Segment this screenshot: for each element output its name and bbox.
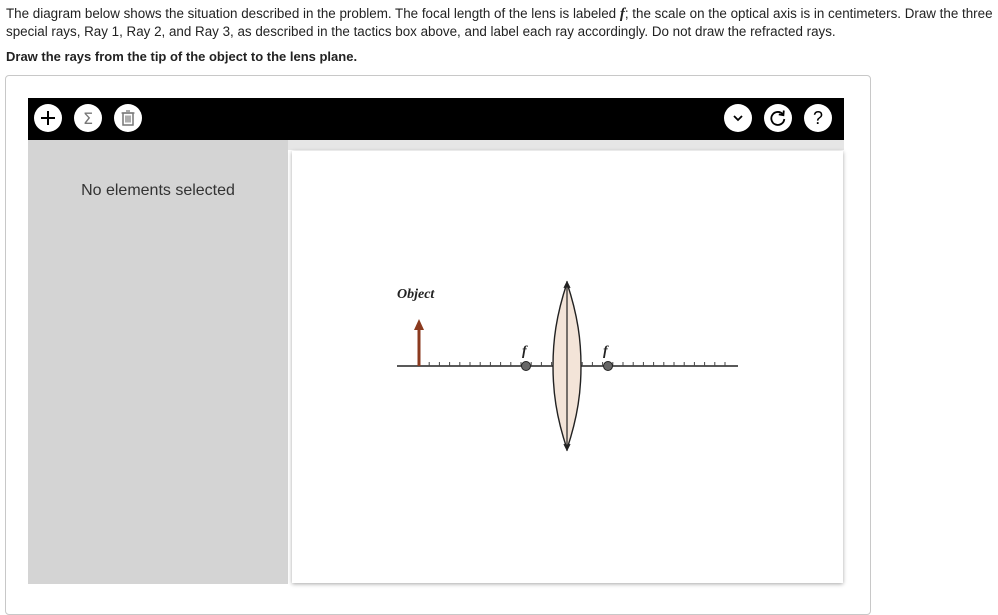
reset-icon (768, 108, 788, 128)
delete-button[interactable] (114, 104, 142, 132)
object-label: Object (397, 287, 435, 302)
help-icon: ? (812, 107, 823, 128)
focal-label-right: f (603, 344, 608, 359)
help-button[interactable] (804, 104, 832, 132)
chevron-down-icon (731, 111, 745, 125)
problem-instructions (6, 5, 998, 40)
subprompt: Draw the rays from the tip of the object to the lens plane. (6, 49, 358, 64)
reset-button[interactable] (764, 104, 792, 132)
canvas-backdrop (288, 140, 844, 150)
expand-menu-button[interactable] (724, 104, 752, 132)
instructions-text-2: ; the scale on the optical axis is in centimeters. Draw the three special rays, Ray 1, Ray 2, and Ray 3, as described in the tactics box above, and label each ray accordingly. Do not draw the refracted rays. (6, 6, 993, 39)
object-arrow-head[interactable] (414, 319, 424, 330)
instructions-text-1: The diagram below shows the situation described in the problem. The focal length of the lens is labeled (6, 6, 620, 21)
drawing-canvas[interactable] (292, 151, 843, 583)
sum-button[interactable] (74, 104, 102, 132)
focal-label-left: f (522, 344, 527, 359)
focal-point-left (522, 362, 531, 371)
plus-icon (39, 109, 57, 127)
sigma-icon: Σ (82, 108, 94, 128)
selection-status: No elements selected (81, 182, 235, 199)
toolbar (28, 98, 844, 140)
trash-icon (120, 109, 136, 127)
focal-point-right (604, 362, 613, 371)
add-button[interactable] (34, 104, 62, 132)
properties-sidebar (28, 140, 288, 584)
lens-diagram (292, 151, 843, 583)
focal-symbol: f (619, 6, 625, 22)
